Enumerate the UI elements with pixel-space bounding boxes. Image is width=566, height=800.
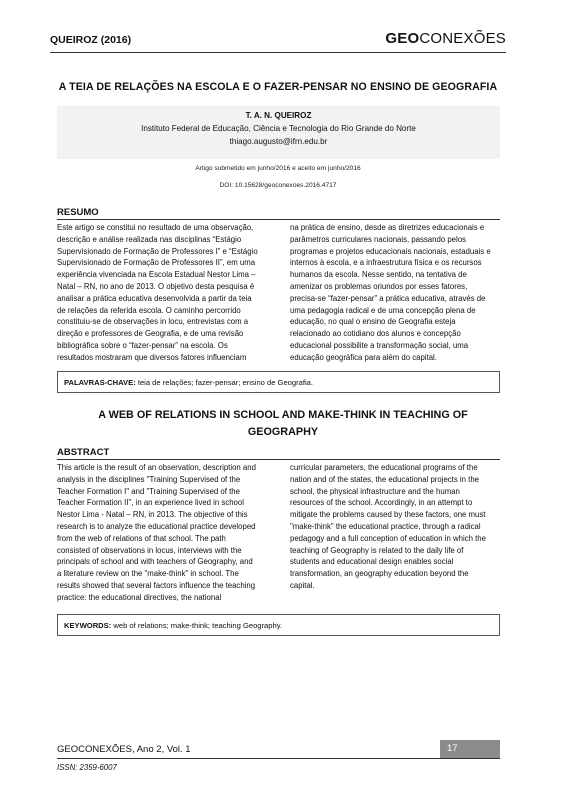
page-footer — [57, 740, 500, 758]
text-line: direção e professores de Geografia, e de uma revisão — [57, 329, 244, 339]
text-line: de relações da referida escola. O caminho percorrido — [57, 305, 241, 315]
text-line: experiência vivenciada na Escola Estadual Nestor Lima – — [57, 270, 256, 280]
text-line: relacionado ao cotidiano dos alunos e concepção — [290, 329, 461, 339]
text-line: humanos da escola. Nesse sentido, na tentativa de — [290, 270, 467, 280]
text-line: bibliográfica sobre o “fazer-pensar” na escola. Os — [57, 340, 228, 350]
doi[interactable]: DOI: 10.15628/geoconexoes.2016.4717 — [219, 182, 337, 189]
article-title-en-line2: GEOGRAPHY — [247, 426, 319, 438]
author-affiliation: Instituto Federal de Educação, Ciência e Tecnologia do Rio Grande do Norte — [141, 124, 416, 133]
text-line: constituiu-se de observações in locu, entrevistas com a — [57, 317, 249, 327]
text-line: Este artigo se constitui no resultado de uma observação, — [57, 223, 254, 232]
text-line: results showed that several factors influence the teaching — [57, 580, 256, 590]
text-line: educação geográfica para além do capital. — [290, 352, 437, 362]
text-line: Supervisionado de Formação de Professores I” e “Estágio — [57, 246, 258, 256]
text-line: capital. — [290, 580, 315, 590]
page-header — [50, 24, 506, 54]
article-title-en-line1: A WEB OF RELATIONS IN SCHOOL AND MAKE-THINK IN TEACHING OF — [98, 409, 468, 421]
journal-brand-bold: GEO — [385, 30, 420, 47]
text-line: programas e projetos educacionais nacionais, estaduais e — [290, 246, 491, 256]
text-line: analysis in the disciplines "Training Supervised of the — [57, 474, 241, 484]
text-line: descrição e análise realizada nas disciplinas “Estágio — [57, 234, 242, 244]
resumo-heading: RESUMO — [57, 207, 99, 218]
text-line: nation and of the states, the educational projects in the — [290, 474, 479, 484]
author-block — [57, 106, 500, 159]
abstract-left-column — [57, 462, 277, 604]
text-line: pedagogy and a full conception of education in which the — [290, 533, 486, 543]
text-line: precisa-se “fazer-pensar” a prática educativa, através de — [290, 293, 486, 303]
keywords-en-label: KEYWORDS: — [64, 621, 112, 630]
journal-brand-rest: CONEXÕES — [419, 30, 506, 47]
text-line: transformation, an geography education beyond the — [290, 569, 469, 579]
header-rule — [50, 52, 506, 53]
text-line: "make-think" the educational practice, through a radical — [290, 521, 481, 531]
text-line: internos à escola, e a infraestrutura física e os recursos — [290, 258, 482, 268]
author-name: T. A. N. QUEIROZ — [245, 111, 312, 120]
text-line: na prática de ensino, desde as diretrizes educacionais e — [290, 223, 485, 232]
running-head-author: QUEIROZ (2016) — [50, 34, 132, 46]
text-line: teaching of Geography is related to the daily life of — [290, 545, 464, 555]
resumo-rule — [57, 219, 500, 220]
author-email[interactable]: thiago.augusto@ifrn.edu.br — [229, 137, 328, 146]
submission-note: Artigo submetido em junho/2016 e aceito em junho/2016 — [195, 165, 361, 172]
text-line: practice: the educational directives, the national — [57, 592, 222, 602]
resumo-right-column — [290, 222, 510, 364]
article-title-pt: A TEIA DE RELAÇÕES NA ESCOLA E O FAZER-PENSAR NO ENSINO DE GEOGRAFIA — [58, 81, 498, 93]
text-line: resultados mostraram que diversos fatores influenciam — [57, 352, 247, 362]
keywords-pt-box — [57, 371, 500, 393]
text-line: Teacher Formation I" and "Training Supervised of the — [57, 486, 240, 496]
text-line: uma pedagogia radical e de uma concepção plena de — [290, 305, 476, 315]
abstract-rule — [57, 459, 500, 460]
text-line: resources of the school. Accordingly, in an attempt to — [290, 498, 473, 508]
issn: ISSN: 2359-6007 — [57, 763, 117, 772]
text-line: analisar a prática educativa desenvolvida a partir da teia — [57, 293, 252, 303]
text-line: educacional possibilite a transformação social, uma — [290, 340, 469, 350]
keywords-en-text: web of relations; make-think; teaching Geography. — [111, 621, 283, 630]
journal-brand — [385, 30, 506, 47]
text-line: mitigate the problems caused by these factors, one must — [290, 510, 486, 520]
text-line: educação, no qual o ensino de Geografia esteja — [290, 317, 456, 327]
text-line: Nestor Lima - Natal – RN, in 2013. The objective of this — [57, 510, 248, 520]
text-line: school, the physical infrastructure and the human — [290, 486, 460, 496]
text-line: research is to analyze the educational practice developed — [57, 521, 256, 531]
text-line: Teacher Formation II", in an experience lived in school — [57, 498, 244, 508]
article-title-en — [60, 407, 506, 441]
keywords-pt-text: teia de relações; fazer-pensar; ensino de Geografia. — [135, 378, 314, 387]
text-line: Natal – RN, no ano de 2013. O objetivo desta pesquisa é — [57, 281, 255, 291]
text-line: a literature review on the "make-think" in school. The — [57, 569, 239, 579]
text-line: Supervisionado de Formação de Professores II”, em uma — [57, 258, 256, 268]
text-line: principals of school and with teachers of Geography, and — [57, 557, 253, 567]
resumo-left-column — [57, 222, 277, 364]
text-line: students and educational design enables social — [290, 557, 454, 567]
text-line: parâmetros curriculares nacionais, passando pelos — [290, 234, 466, 244]
page-number: 17 — [440, 740, 500, 758]
keywords-en-box — [57, 614, 500, 636]
keywords-pt-label: PALAVRAS-CHAVE: — [64, 378, 136, 387]
text-line: curricular parameters, the educational programs of the — [290, 463, 478, 472]
text-line: consisted of observations in locus, interviews with the — [57, 545, 242, 555]
footer-rule — [57, 758, 500, 759]
abstract-right-column — [290, 462, 510, 592]
abstract-heading: ABSTRACT — [57, 447, 110, 458]
text-line: This article is the result of an observation, description and — [57, 463, 256, 472]
text-line: amenizar os problemas oriundos por esses fatores, — [290, 281, 468, 291]
footer-journal: GEOCONEXÕES, Ano 2, Vol. 1 — [57, 744, 191, 755]
text-line: from the web of relations of that school. The path — [57, 533, 226, 543]
